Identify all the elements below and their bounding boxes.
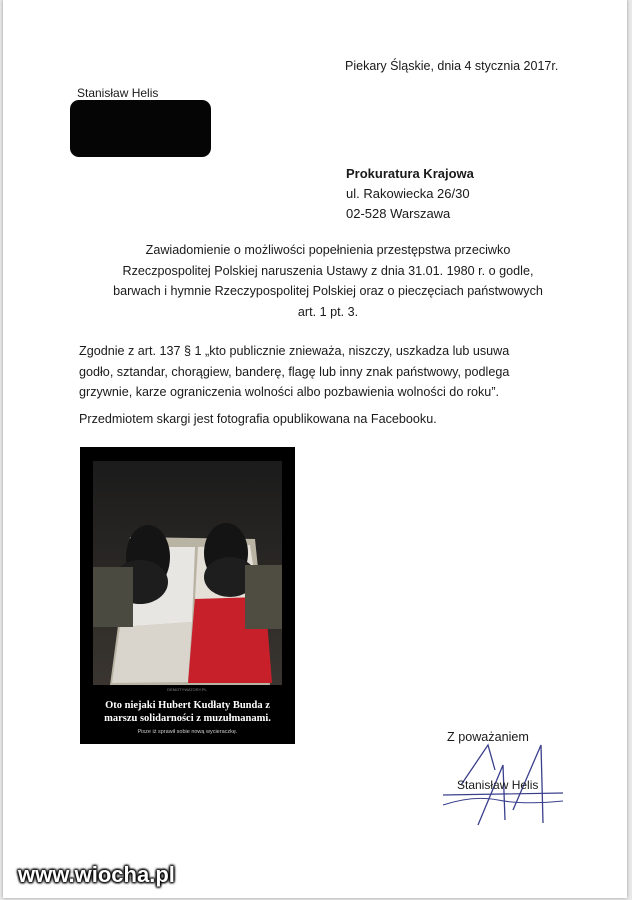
photo-caption-subtitle: Pisze iż sprawił sobie nową wycieraczkę. (137, 729, 238, 735)
caption-line: marszu solidarności z muzułmanami. (104, 713, 271, 724)
redacted-address-block (70, 100, 211, 157)
body-line: Zgodnie z art. 137 § 1 „kto publicznie znieważa, niszczy, uszkadza lub usuwa (79, 344, 510, 358)
closing-phrase: Z poważaniem (447, 730, 529, 744)
sender-name: Stanisław Helis (77, 86, 159, 100)
recipient-city: 02-528 Warszawa (346, 206, 451, 221)
svg-text:DEMOTYWATORY.PL: DEMOTYWATORY.PL (167, 687, 207, 692)
body-paragraph-article (79, 341, 579, 403)
caption-line: Oto niejaki Hubert Kudłaty Bunda z (105, 700, 270, 711)
recipient-address (346, 164, 474, 224)
facebook-photo (80, 447, 295, 744)
site-watermark: www.wiocha.pl (18, 862, 175, 887)
subject-line: Zawiadomienie o możliwości popełnienia przestępstwa przeciwko (145, 243, 511, 257)
subject-line: barwach i hymnie Rzeczypospolitej Polskiej oraz o pieczęciach państwowych (113, 284, 543, 298)
recipient-name: Prokuratura Krajowa (346, 166, 474, 181)
recipient-street: ul. Rakowiecka 26/30 (346, 186, 470, 201)
letter-subject (93, 240, 563, 322)
body-line: godło, sztandar, chorągiew, banderę, flagę lub inny znak państwowy, podlega (79, 364, 510, 379)
subject-line: Rzeczpospolitej Polskiej naruszenia Ustawy z dnia 31.01. 1980 r. o godle, (122, 263, 534, 278)
letter-page (3, 0, 627, 898)
body-paragraph-complaint: Przedmiotem skargi jest fotografia opublikowana na Facebooku. (79, 412, 437, 426)
place-date: Piekary Śląskie, dnia 4 stycznia 2017r. (345, 59, 559, 73)
body-line: grzywnie, karze ograniczenia wolności albo pozbawienia wolności do roku”. (79, 385, 500, 399)
photo-caption (80, 699, 295, 725)
signature-name: Stanisław Helis (457, 778, 539, 792)
subject-line: art. 1 pt. 3. (297, 304, 359, 319)
